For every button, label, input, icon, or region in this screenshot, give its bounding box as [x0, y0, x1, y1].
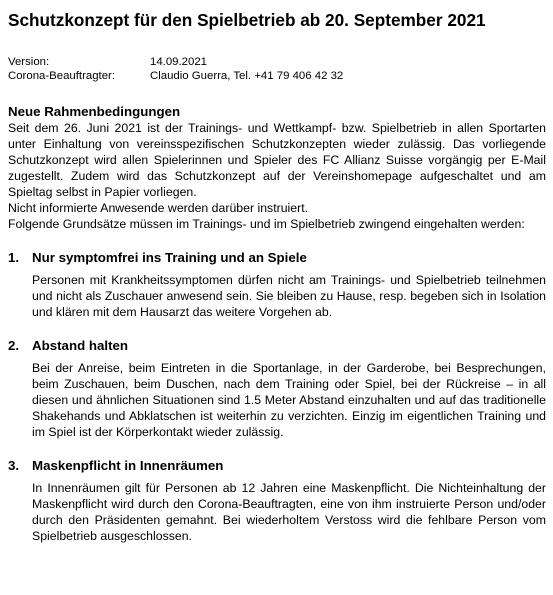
meta-officer-label: Corona-Beauftragter:: [8, 69, 116, 82]
section-2-text: Bei der Anreise, beim Eintreten in die Sportanlage, in der Garderobe, bei Besprechungen, beim Zuschauen, beim Duschen, nach dem Training oder Spiel, bei der Rückreise – in all diesen und ähnlichen Situationen sind 1.5 Meter Abstand einzuhalten und auf das traditionelle Shakehands und Abklatschen ist weiterhin zu verzichten. Einzig im eigentlichen Training und im Spiel ist der Körperkontakt wieder zulässig.: [32, 361, 546, 439]
meta-version-value: 14.09.2021: [150, 56, 208, 68]
section-3-text: In Innenräumen gilt für Personen ab 12 Jahren eine Maskenpflicht. Die Nichteinhaltung der Maskenpflicht wird durch den Corona-Beauftragten, eine von ihm instruierte Person und/oder durch den Präsidenten gemahnt. Bei wiederholtem Verstoss wird die fehlbare Person vom Spielbetrieb ausgeschlossen.: [32, 481, 546, 543]
meta-version-row: [8, 56, 546, 70]
section-1-heading: [8, 250, 546, 266]
section-3-heading: [8, 458, 546, 474]
section-3-title: Maskenpflicht in Innenräumen: [32, 458, 224, 473]
section-2-number: 2.: [8, 338, 20, 353]
document-page: [8, 10, 546, 544]
meta-officer-value: Claudio Guerra, Tel. +41 79 406 42 32: [150, 69, 344, 82]
document-meta: [8, 56, 546, 83]
section-3-number: 3.: [8, 458, 20, 473]
meta-version-label: Version:: [8, 56, 50, 68]
section-1-text: Personen mit Krankheitssymptomen dürfen nicht am Trainings- und Spielbetrieb teilnehmen und nicht als Zuschauer anwesend sein. Sie bleiben zu Hause, resp. begeben sich in Isolation und klären mit dem Hausarzt das weitere Vorgehen ab.: [32, 273, 546, 319]
section-2-title: Abstand halten: [32, 338, 129, 353]
intro-heading: Neue Rahmenbedingungen: [8, 104, 181, 119]
section-2-heading: [8, 338, 546, 354]
meta-officer-row: [8, 70, 546, 84]
intro-paragraph-1: Seit dem 26. Juni 2021 ist der Trainings- und Wettkampf- bzw. Spielbetrieb in allen Sportarten unter Einhaltung von vereinsspezifischen Schutzkonzepten wieder zulässig. Das vorliegende Schutzkonzept wird allen Spielerinnen und Spieler des FC Allianz Suisse vorgängig per E-Mail zugestellt. Zudem wird das Schutzkonzept auf der Vereinshomepage aufgeschaltet und am Spieltag selbst in Papier vorliegen.: [8, 121, 546, 199]
section-1-title: Nur symptomfrei ins Training und an Spiele: [32, 250, 307, 265]
document-title: Schutzkonzept für den Spielbetrieb ab 20. September 2021: [8, 10, 486, 30]
section-1-number: 1.: [8, 250, 20, 265]
intro-paragraph-3: Folgende Grundsätze müssen im Trainings- und im Spielbetrieb zwingend eingehalten werden:: [8, 217, 525, 231]
intro-paragraph-2: Nicht informierte Anwesende werden darüber instruiert.: [8, 201, 309, 215]
